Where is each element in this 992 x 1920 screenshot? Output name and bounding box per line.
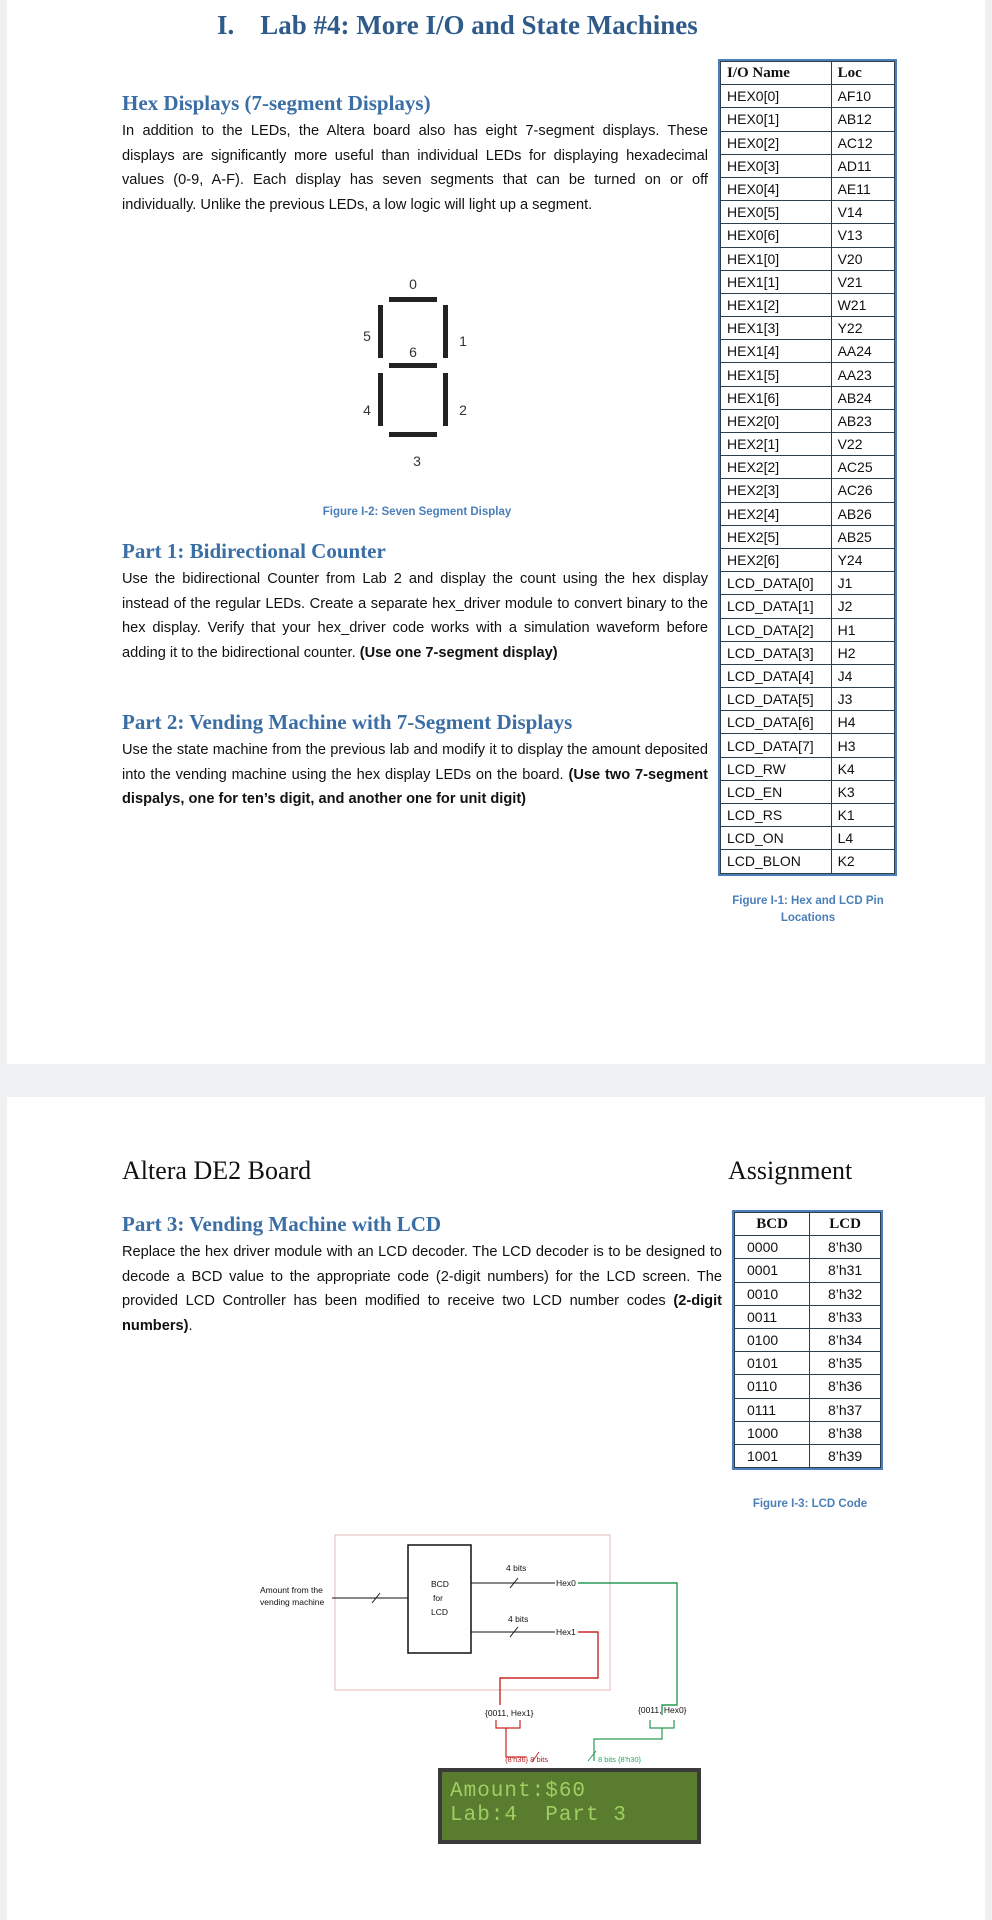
concat-right: {0011, Hex0} bbox=[638, 1705, 687, 1715]
pin-location: AB26 bbox=[831, 502, 894, 525]
lcd-code-value: 8’h33 bbox=[810, 1305, 881, 1328]
pin-location: AB23 bbox=[831, 409, 894, 432]
pin-location: V21 bbox=[831, 270, 894, 293]
pin-table-row bbox=[721, 572, 895, 595]
part3-paragraph bbox=[122, 1240, 722, 1338]
pin-table-row bbox=[721, 409, 895, 432]
lcd-table-row bbox=[735, 1375, 881, 1398]
pin-io-name: HEX0[4] bbox=[721, 177, 832, 200]
lcd-bcd-value: 0000 bbox=[735, 1236, 810, 1259]
pin-table-row bbox=[721, 270, 895, 293]
lcd-table-row bbox=[735, 1328, 881, 1351]
output-hex0: Hex0 bbox=[556, 1578, 576, 1588]
lcd-table-row bbox=[735, 1398, 881, 1421]
seven-segment-figure bbox=[357, 275, 497, 475]
diagram-outer-frame bbox=[335, 1535, 610, 1690]
pin-location: V14 bbox=[831, 201, 894, 224]
lcd-table-row bbox=[735, 1444, 881, 1467]
lcd-line-1: Amount:$60 bbox=[450, 1780, 587, 1803]
segment-6 bbox=[389, 363, 437, 368]
pin-location: J3 bbox=[831, 688, 894, 711]
pin-location: AC25 bbox=[831, 456, 894, 479]
segment-2 bbox=[443, 373, 448, 426]
pin-io-name: HEX0[1] bbox=[721, 108, 832, 131]
part2-text: Use the state machine from the previous lab and modify it to display the amount deposited into the vending machine using the hex display LEDs on the board. bbox=[122, 742, 708, 783]
bus-label-bottom: 4 bits bbox=[508, 1614, 529, 1624]
segment-label-2: 2 bbox=[459, 402, 467, 418]
pin-location-table bbox=[718, 59, 897, 876]
part2-paragraph bbox=[122, 738, 708, 812]
segment-5 bbox=[378, 305, 383, 358]
pin-location: L4 bbox=[831, 827, 894, 850]
block-line2: for bbox=[433, 1593, 443, 1603]
pin-table-row bbox=[721, 293, 895, 316]
pin-table-row bbox=[721, 85, 895, 108]
pin-table-row bbox=[721, 641, 895, 664]
part1-paragraph bbox=[122, 567, 708, 665]
pin-io-name: HEX1[4] bbox=[721, 340, 832, 363]
pin-table-row bbox=[721, 502, 895, 525]
pin-location: AC26 bbox=[831, 479, 894, 502]
pin-io-name: HEX0[6] bbox=[721, 224, 832, 247]
pin-location: AF10 bbox=[831, 85, 894, 108]
pin-io-name: HEX1[1] bbox=[721, 270, 832, 293]
pin-location: Y24 bbox=[831, 548, 894, 571]
input-label-2: vending machine bbox=[260, 1597, 325, 1607]
part1-text: Use the bidirectional Counter from Lab 2 and display the count using the hex display instead of the regular LEDs. Create a separate hex_driver module to convert binary to the hex display. Verify that your hex_driver code works with a simulation waveform before adding it to the bidirectional counter. bbox=[122, 571, 708, 661]
pin-io-name: LCD_DATA[1] bbox=[721, 595, 832, 618]
pin-io-name: HEX2[5] bbox=[721, 525, 832, 548]
pin-io-name: LCD_DATA[5] bbox=[721, 688, 832, 711]
pin-io-name: HEX2[2] bbox=[721, 456, 832, 479]
pin-table-row bbox=[721, 456, 895, 479]
pin-table-row bbox=[721, 247, 895, 270]
lcd-bcd-value: 1000 bbox=[735, 1421, 810, 1444]
pin-io-name: HEX0[0] bbox=[721, 85, 832, 108]
pin-location: H3 bbox=[831, 734, 894, 757]
segment-label-1: 1 bbox=[459, 333, 467, 349]
pin-location: AB12 bbox=[831, 108, 894, 131]
pin-table-row bbox=[721, 317, 895, 340]
pin-io-name: HEX1[5] bbox=[721, 363, 832, 386]
pin-io-name: LCD_DATA[7] bbox=[721, 734, 832, 757]
pin-io-name: LCD_BLON bbox=[721, 850, 832, 873]
pin-table-row bbox=[721, 780, 895, 803]
bits-right: 8 bits {8'h30} bbox=[598, 1755, 642, 1764]
pin-table-row bbox=[721, 154, 895, 177]
lcd-code-value: 8’h31 bbox=[810, 1259, 881, 1282]
pin-io-name: LCD_RS bbox=[721, 804, 832, 827]
figure-caption-lcd: Figure I-3: LCD Code bbox=[752, 1498, 868, 1510]
segment-1 bbox=[443, 305, 448, 358]
pin-io-name: LCD_DATA[6] bbox=[721, 711, 832, 734]
pin-location: AB24 bbox=[831, 386, 894, 409]
pin-table-row bbox=[721, 363, 895, 386]
lcd-code-value: 8’h38 bbox=[810, 1421, 881, 1444]
pin-table-row bbox=[721, 108, 895, 131]
pin-table-row bbox=[721, 711, 895, 734]
segment-label-0: 0 bbox=[409, 276, 417, 292]
block-line3: LCD bbox=[431, 1607, 449, 1617]
pin-location: AC12 bbox=[831, 131, 894, 154]
pin-io-name: LCD_DATA[4] bbox=[721, 664, 832, 687]
pin-io-name: HEX2[0] bbox=[721, 409, 832, 432]
bus-label-top: 4 bits bbox=[506, 1563, 527, 1573]
figure-caption-seven-segment: Figure I-2: Seven Segment Display bbox=[322, 506, 512, 518]
lcd-table-row bbox=[735, 1259, 881, 1282]
pin-io-name: HEX2[6] bbox=[721, 548, 832, 571]
pin-table-row bbox=[721, 548, 895, 571]
lcd-bcd-value: 0010 bbox=[735, 1282, 810, 1305]
lcd-bcd-value: 0101 bbox=[735, 1352, 810, 1375]
pin-table-row bbox=[721, 688, 895, 711]
pin-table-row bbox=[721, 804, 895, 827]
lcd-table-row bbox=[735, 1305, 881, 1328]
pin-io-name: HEX1[0] bbox=[721, 247, 832, 270]
lcd-table-row bbox=[735, 1352, 881, 1375]
pin-io-name: HEX0[2] bbox=[721, 131, 832, 154]
part3-tail: . bbox=[188, 1317, 193, 1334]
document-page-1 bbox=[7, 0, 985, 1064]
lcd-table-header bbox=[735, 1213, 881, 1236]
pin-io-name: HEX2[3] bbox=[721, 479, 832, 502]
lcd-code-value: 8’h37 bbox=[810, 1398, 881, 1421]
lcd-header-bcd: BCD bbox=[735, 1213, 810, 1236]
hex-displays-paragraph: In addition to the LEDs, the Altera board also has eight 7-segment displays. These displays are significantly more useful than individual LEDs for displaying hexadecimal values (0-9, A-F). Each display has seven segments that can be turned on or off individually. Unlike the previous LEDs, a low logic will light up a segment. bbox=[122, 123, 708, 213]
pin-location: AE11 bbox=[831, 177, 894, 200]
pin-location: H4 bbox=[831, 711, 894, 734]
segment-3 bbox=[389, 432, 437, 437]
lcd-bcd-value: 0001 bbox=[735, 1259, 810, 1282]
pin-table-row bbox=[721, 827, 895, 850]
pin-io-name: HEX2[1] bbox=[721, 433, 832, 456]
lcd-screen bbox=[438, 1768, 701, 1844]
pin-location: AB25 bbox=[831, 525, 894, 548]
block-line1: BCD bbox=[431, 1579, 449, 1589]
lcd-bcd-value: 0011 bbox=[735, 1305, 810, 1328]
part1-heading: Part 1: Bidirectional Counter bbox=[122, 539, 386, 563]
pin-io-name: LCD_EN bbox=[721, 780, 832, 803]
pin-table-row bbox=[721, 131, 895, 154]
pin-table-row bbox=[721, 386, 895, 409]
pin-table-row bbox=[721, 664, 895, 687]
pin-io-name: HEX1[6] bbox=[721, 386, 832, 409]
lcd-bcd-value: 1001 bbox=[735, 1444, 810, 1467]
pin-location: AA23 bbox=[831, 363, 894, 386]
part3-bold-note: (2-digit numbers) bbox=[122, 1293, 722, 1334]
pin-location: V20 bbox=[831, 247, 894, 270]
pin-location: AD11 bbox=[831, 154, 894, 177]
pin-location: V22 bbox=[831, 433, 894, 456]
pin-location: K1 bbox=[831, 804, 894, 827]
pin-io-name: HEX1[2] bbox=[721, 293, 832, 316]
pin-location: V13 bbox=[831, 224, 894, 247]
part2-bold-note: (Use two 7-segment dispalys, one for ten’s digit, and another one for unit digit) bbox=[122, 766, 708, 807]
lcd-table-row bbox=[735, 1282, 881, 1305]
lcd-code-value: 8’h36 bbox=[810, 1375, 881, 1398]
hex-displays-heading: Hex Displays (7-segment Displays) bbox=[122, 91, 431, 115]
pin-io-name: HEX0[5] bbox=[721, 201, 832, 224]
pin-table-row bbox=[721, 757, 895, 780]
title-number: I. bbox=[217, 10, 235, 40]
pin-location: J1 bbox=[831, 572, 894, 595]
pin-header-loc: Loc bbox=[831, 62, 894, 85]
pin-table-row bbox=[721, 177, 895, 200]
part3-text: Replace the hex driver module with an LCD decoder. The LCD decoder is to be designed to decode a BCD value to the appropriate code (2-digit numbers) for the LCD screen. The provided LCD Controller has been modified to receive two LCD number codes bbox=[122, 1244, 722, 1309]
pin-table-row bbox=[721, 525, 895, 548]
lcd-block-diagram bbox=[260, 1525, 730, 1905]
pin-io-name: LCD_DATA[0] bbox=[721, 572, 832, 595]
pin-table-row bbox=[721, 618, 895, 641]
pin-location: K3 bbox=[831, 780, 894, 803]
segment-0 bbox=[389, 297, 437, 302]
pin-io-name: HEX2[4] bbox=[721, 502, 832, 525]
pin-header-name: I/O Name bbox=[721, 62, 832, 85]
lcd-code-value: 8’h34 bbox=[810, 1328, 881, 1351]
pin-location: K2 bbox=[831, 850, 894, 873]
pin-location: W21 bbox=[831, 293, 894, 316]
bits-left: {8'h36} 8 bits bbox=[505, 1755, 549, 1764]
pin-location: H2 bbox=[831, 641, 894, 664]
pin-location: J2 bbox=[831, 595, 894, 618]
pin-table-header bbox=[721, 62, 895, 85]
pin-io-name: LCD_DATA[2] bbox=[721, 618, 832, 641]
part1-bold-note: (Use one 7-segment display) bbox=[359, 644, 558, 661]
lcd-table-row bbox=[735, 1421, 881, 1444]
lcd-code-table bbox=[732, 1210, 883, 1470]
pin-io-name: LCD_ON bbox=[721, 827, 832, 850]
pin-table-row bbox=[721, 340, 895, 363]
concat-left: {0011, Hex1} bbox=[485, 1708, 534, 1718]
output-hex1: Hex1 bbox=[556, 1627, 576, 1637]
pin-location: H1 bbox=[831, 618, 894, 641]
pin-location: K4 bbox=[831, 757, 894, 780]
pin-location: J4 bbox=[831, 664, 894, 687]
part2-heading: Part 2: Vending Machine with 7-Segment Displays bbox=[122, 710, 573, 734]
header-left: Altera DE2 Board bbox=[122, 1156, 312, 1185]
pin-location: AA24 bbox=[831, 340, 894, 363]
pin-table-row bbox=[721, 595, 895, 618]
lcd-code-value: 8’h32 bbox=[810, 1282, 881, 1305]
lcd-table-row bbox=[735, 1236, 881, 1259]
page-title bbox=[217, 10, 698, 41]
lcd-line-2: Lab:4 Part 3 bbox=[450, 1804, 627, 1827]
pin-table-row bbox=[721, 433, 895, 456]
pin-table-row bbox=[721, 201, 895, 224]
pin-io-name: HEX0[3] bbox=[721, 154, 832, 177]
lcd-code-value: 8’h39 bbox=[810, 1444, 881, 1467]
lcd-bcd-value: 0100 bbox=[735, 1328, 810, 1351]
segment-4 bbox=[378, 373, 383, 426]
lcd-code-value: 8’h35 bbox=[810, 1352, 881, 1375]
figure-caption-pins: Figure I-1: Hex and LCD Pin Locations bbox=[732, 895, 884, 924]
pin-io-name: HEX1[3] bbox=[721, 317, 832, 340]
lcd-header-lcd: LCD bbox=[810, 1213, 881, 1236]
pin-location: Y22 bbox=[831, 317, 894, 340]
pin-table-row bbox=[721, 734, 895, 757]
pin-table-row bbox=[721, 479, 895, 502]
pin-table-row bbox=[721, 224, 895, 247]
segment-label-3: 3 bbox=[413, 453, 421, 469]
input-label-1: Amount from the bbox=[260, 1585, 323, 1595]
pin-table-row bbox=[721, 850, 895, 873]
pin-io-name: LCD_RW bbox=[721, 757, 832, 780]
segment-label-6: 6 bbox=[409, 344, 417, 360]
pin-io-name: LCD_DATA[3] bbox=[721, 641, 832, 664]
segment-label-4: 4 bbox=[363, 402, 371, 418]
lcd-bcd-value: 0111 bbox=[735, 1398, 810, 1421]
lcd-code-value: 8’h30 bbox=[810, 1236, 881, 1259]
part3-heading: Part 3: Vending Machine with LCD bbox=[122, 1212, 442, 1236]
title-text: Lab #4: More I/O and State Machines bbox=[260, 10, 698, 40]
header-right: Assignment bbox=[728, 1156, 853, 1185]
lcd-bcd-value: 0110 bbox=[735, 1375, 810, 1398]
segment-label-5: 5 bbox=[363, 328, 371, 344]
